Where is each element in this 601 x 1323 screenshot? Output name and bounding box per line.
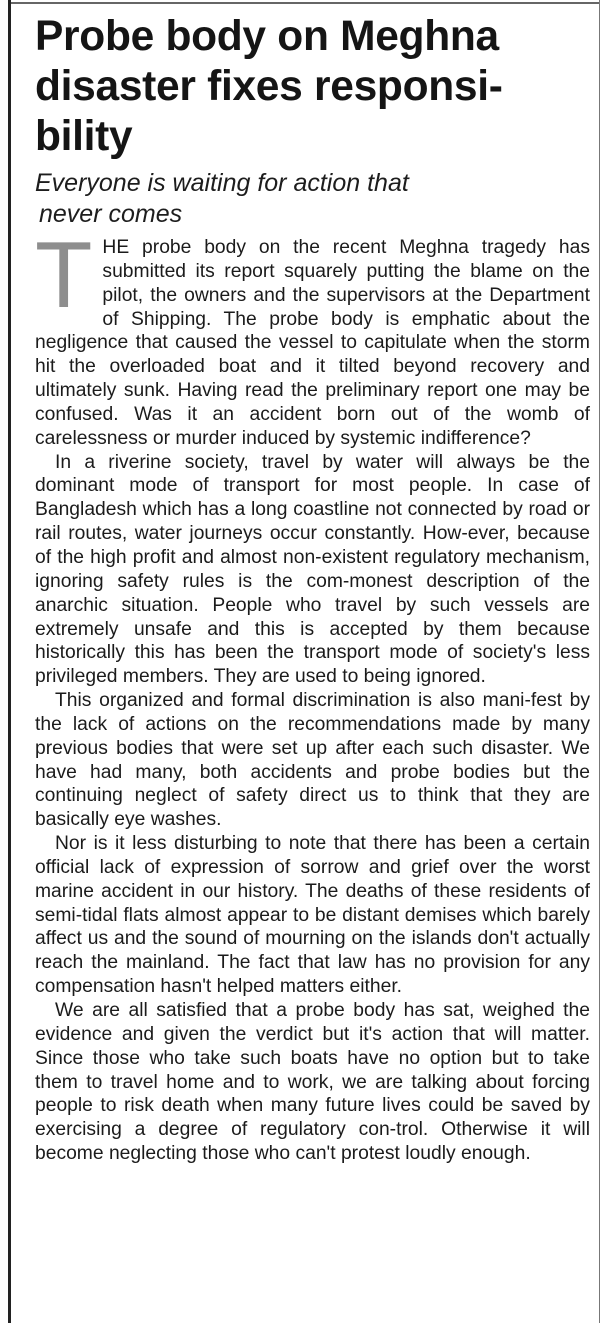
drop-cap: T [35, 222, 93, 327]
paragraph-3: This organized and formal discrimination is also mani-fest by the lack of actions on the recommendations made by many previous bodies that were set up after each such disaster. We have had many, both accidents and probe bodies but the continuing neglect of safety direct us to think that they are basically eye washes. [35, 690, 590, 831]
article-subheadline [35, 168, 590, 230]
article [35, 12, 590, 1166]
article-body [35, 222, 590, 1166]
subheadline-line-1: Everyone is waiting for action that [35, 169, 409, 197]
paragraph-2: In a riverine society, travel by water will always be the dominant mode of transport for most people. In case of Bangladesh which has a long coastline not connected by road or rail routes, water journeys occur constantly. How-ever, because of the high profit and almost non-existent regulatory mechanism, ignoring safety rules is the com-monest description of the anarchic situation. People who travel by such vessels are extremely unsafe and this is accepted by them because historically this has been the transport mode of society's less privileged members. They are used to being ignored. [35, 451, 590, 688]
paragraph-1 [35, 222, 590, 451]
top-rule [11, 2, 599, 4]
paragraph-4: Nor is it less disturbing to note that there has been a certain official lack of expression of sorrow and grief over the worst marine accident in our history. The deaths of these residents of semi-tidal flats almost appear to be distant demises which barely affect us and the sound of mourning on the islands don't actually reach the mainland. The fact that law has no provision for any compensation hasn't helped matters either. [35, 833, 590, 998]
paragraph-1-text: HE probe body on the recent Meghna tragedy has submitted its report squarely putting the blame on the pilot, the owners and the supervisors at the Department of Shipping. The probe body is emphatic about the negligence that caused the vessel to capitulate when the storm hit the overloaded boat and it tilted beyond recovery and ultimately sunk. Having read the preliminary report one may be confused. Was it an accident born out of the womb of carelessness or murder induced by systemic indifference? [35, 237, 590, 449]
article-headline: Probe body on Meghna disaster fixes responsi-bility [35, 13, 503, 160]
paragraph-5: We are all satisfied that a probe body has sat, weighed the evidence and given the verdict but it's action that will matter. Since those who take such boats have no option but to take them to travel home and to work, we are talking about forcing people to risk death when many future lives could be saved by exercising a degree of regulatory con-trol. Otherwise it will become neglecting those who can't protest loudly enough. [35, 1000, 590, 1165]
subheadline-line-2: never comes [39, 200, 183, 228]
article-frame [8, 0, 600, 1323]
